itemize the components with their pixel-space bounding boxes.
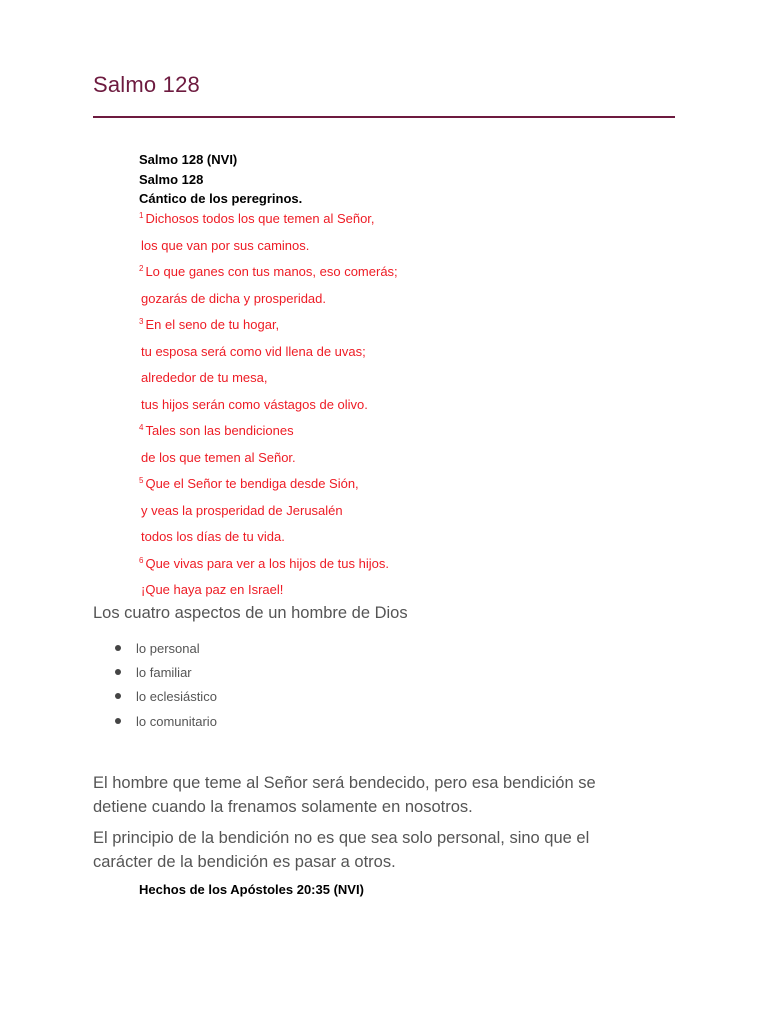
psalm-header <box>139 150 302 209</box>
verse-line <box>139 233 398 260</box>
aspect-label: lo comunitario <box>136 713 217 729</box>
body-paragraph: El principio de la bendición no es que sea solo personal, sino que el carácter de la bendición es pasar a otros. <box>93 829 590 871</box>
bullet-icon <box>115 718 121 724</box>
verse-line <box>139 471 398 498</box>
verse-number: 5 <box>139 476 144 485</box>
verse-text: todos los días de tu vida. <box>141 529 285 544</box>
verse-number: 3 <box>139 317 144 326</box>
verse-line <box>139 445 398 472</box>
verse-line <box>139 577 398 604</box>
scripture-reference: Hechos de los Apóstoles 20:35 (NVI) <box>139 882 364 897</box>
verse-line <box>139 392 398 419</box>
verse-text: tus hijos serán como vástagos de olivo. <box>141 396 368 412</box>
verse-text: Que vivas para ver a los hijos de tus hijos. <box>145 555 389 571</box>
verse-number: 6 <box>139 555 144 565</box>
list-item <box>115 664 217 688</box>
bullet-icon <box>115 669 121 675</box>
verse-text: los que van por sus caminos. <box>141 237 310 253</box>
verse-number: 4 <box>139 423 144 432</box>
verse-line <box>139 339 398 366</box>
verse-line <box>139 418 398 445</box>
psalm-subtitle-line: Cántico de los peregrinos. <box>139 191 303 206</box>
verse-text: Dichosos todos los que temen al Señor, <box>145 211 375 226</box>
verse-line <box>139 551 398 578</box>
verse-text: En el seno de tu hogar, <box>145 317 280 332</box>
aspect-label: lo familiar <box>136 665 192 681</box>
bullet-icon <box>115 693 121 699</box>
body-paragraph: El hombre que teme al Señor será bendecido, pero esa bendición se detiene cuando la frenamos solamente en nosotros. <box>93 774 596 816</box>
verse-text: de los que temen al Señor. <box>141 449 296 465</box>
verse-line <box>139 286 398 313</box>
verse-text: Lo que ganes con tus manos, eso comerás; <box>145 264 398 279</box>
verse-number: 2 <box>139 264 144 273</box>
title-divider <box>93 116 675 118</box>
section-heading: Los cuatro aspectos de un hombre de Dios <box>93 604 408 622</box>
verse-text: Tales son las bendiciones <box>145 423 294 438</box>
list-item <box>115 640 217 664</box>
bullet-icon <box>115 645 121 651</box>
verse-text: Que el Señor te bendiga desde Sión, <box>145 476 359 491</box>
verse-text: tu esposa será como vid llena de uvas; <box>141 343 366 359</box>
list-item <box>115 713 217 737</box>
verse-line <box>139 524 398 551</box>
verse-line <box>139 365 398 392</box>
verse-line <box>139 206 398 233</box>
verse-text: gozarás de dicha y prosperidad. <box>141 290 327 306</box>
verse-line <box>139 312 398 339</box>
list-item <box>115 688 217 712</box>
psalm-version-line: Salmo 128 (NVI) <box>139 152 238 167</box>
verse-line <box>139 498 398 525</box>
verse-list <box>139 206 398 604</box>
verse-number: 1 <box>139 211 144 220</box>
psalm-name-line: Salmo 128 <box>139 171 204 187</box>
verse-text: alrededor de tu mesa, <box>141 370 268 385</box>
verse-text: y veas la prosperidad de Jerusalén <box>141 502 343 518</box>
aspect-label: lo eclesiástico <box>136 689 217 705</box>
page-title: Salmo 128 <box>93 72 200 97</box>
aspects-list <box>115 640 217 737</box>
aspect-label: lo personal <box>136 641 200 656</box>
verse-text: ¡Que haya paz en Israel! <box>141 582 284 597</box>
verse-line <box>139 259 398 286</box>
